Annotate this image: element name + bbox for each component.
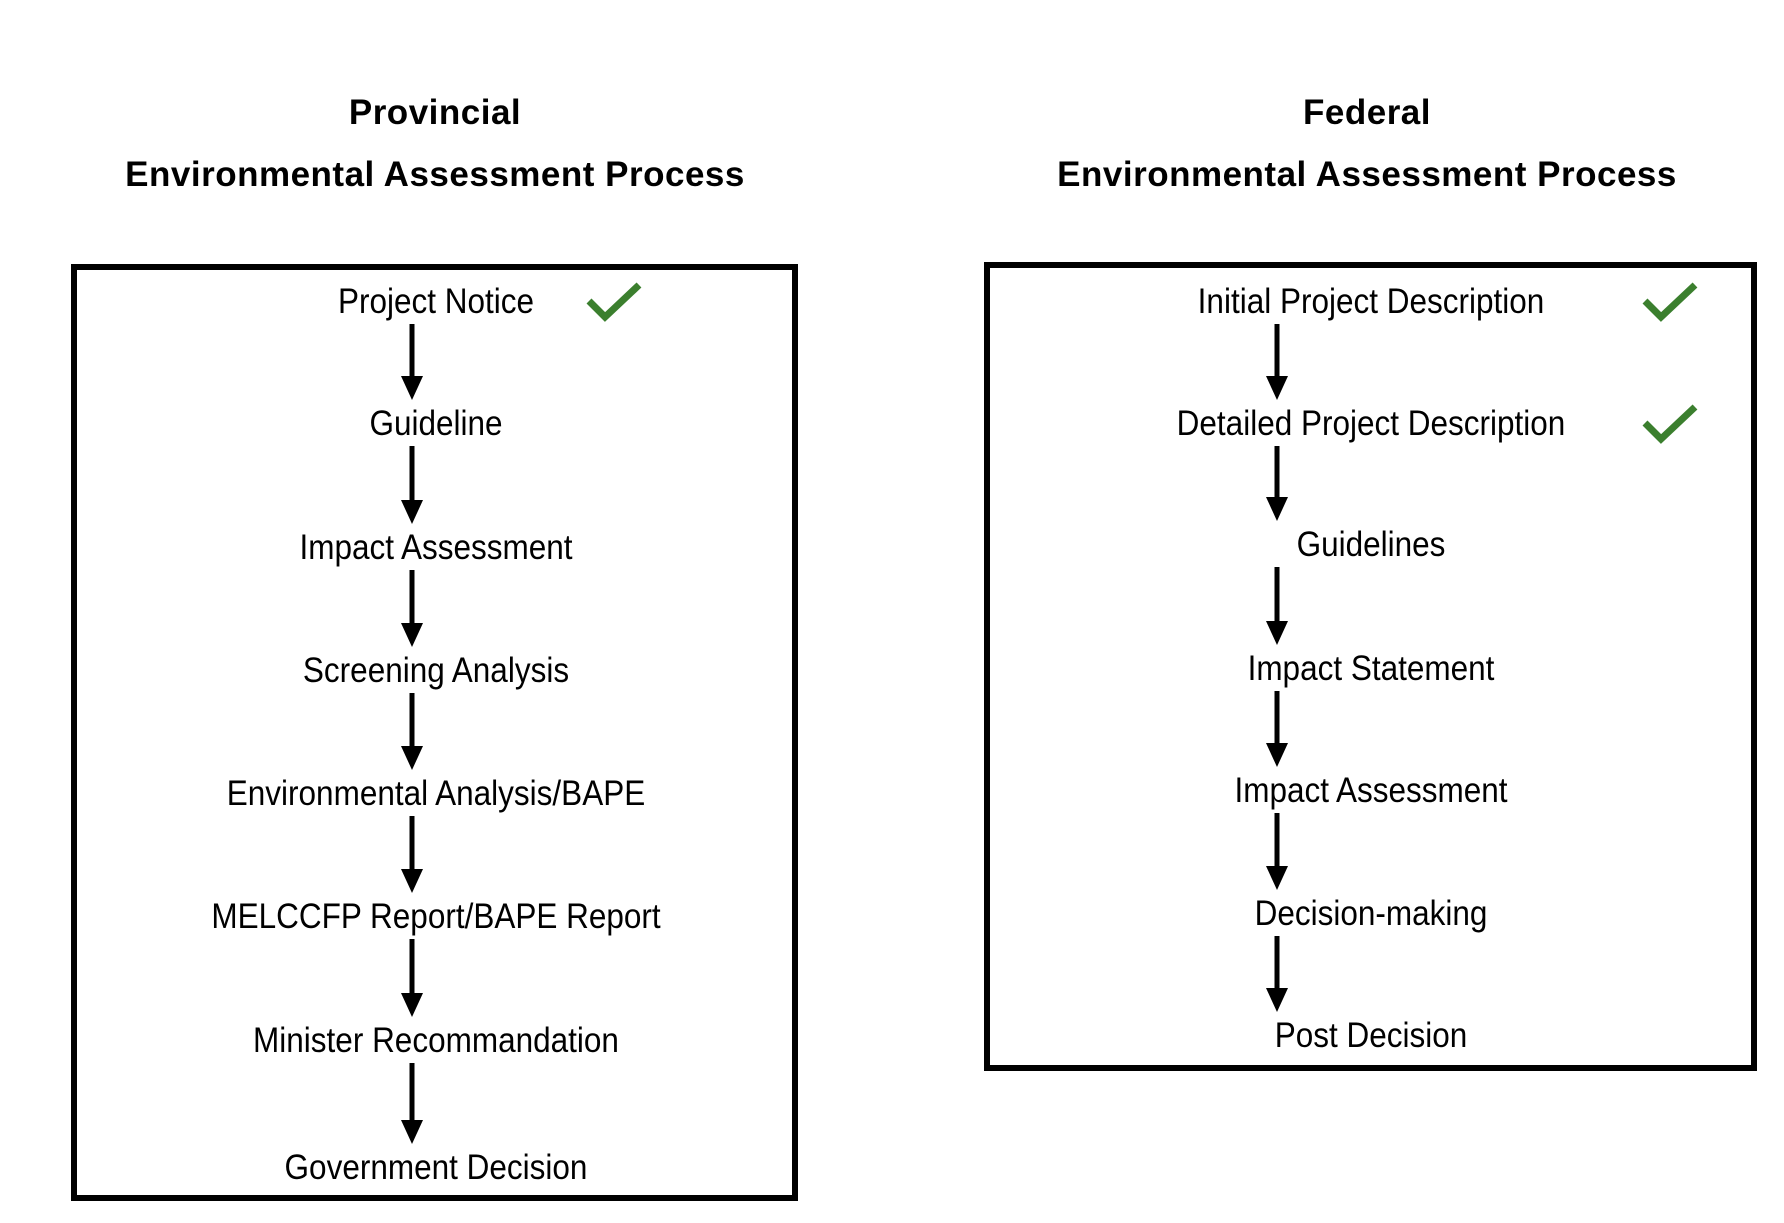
federal-step: Post Decision	[1274, 1016, 1468, 1055]
provincial-step: Guideline	[369, 404, 503, 443]
provincial-step: Project Notice	[337, 282, 535, 321]
provincial-step: Minister Recommandation	[253, 1021, 619, 1060]
provincial-step: Environmental Analysis/BAPE	[226, 774, 646, 813]
federal-title-line2: Environmental Assessment Process	[1057, 155, 1677, 194]
down-arrow-icon	[1265, 324, 1289, 400]
provincial-step: Screening Analysis	[302, 651, 570, 690]
federal-step: Detailed Project Description	[1176, 404, 1566, 443]
down-arrow-icon	[1265, 446, 1289, 521]
provincial-step: MELCCFP Report/BAPE Report	[211, 897, 661, 936]
provincial-step: Government Decision	[284, 1148, 588, 1187]
federal-step: Impact Assessment	[1234, 771, 1508, 810]
down-arrow-icon	[1265, 567, 1289, 645]
down-arrow-icon	[400, 1063, 424, 1144]
federal-title	[967, 82, 1767, 206]
down-arrow-icon	[400, 324, 424, 400]
checkmark-icon	[1641, 281, 1699, 323]
provincial-title	[35, 82, 835, 206]
checkmark-icon	[1641, 403, 1699, 445]
down-arrow-icon	[1265, 691, 1289, 767]
down-arrow-icon	[400, 693, 424, 770]
federal-title-line1: Federal	[1303, 93, 1431, 132]
provincial-title-line2: Environmental Assessment Process	[125, 155, 745, 194]
federal-step: Impact Statement	[1247, 649, 1495, 688]
down-arrow-icon	[1265, 936, 1289, 1012]
federal-step: Guidelines	[1296, 525, 1446, 564]
federal-step: Decision-making	[1254, 894, 1488, 933]
down-arrow-icon	[400, 446, 424, 524]
down-arrow-icon	[400, 939, 424, 1017]
down-arrow-icon	[400, 816, 424, 893]
provincial-step: Impact Assessment	[299, 528, 573, 567]
down-arrow-icon	[1265, 813, 1289, 890]
down-arrow-icon	[400, 570, 424, 647]
checkmark-icon	[585, 281, 643, 323]
federal-step: Initial Project Description	[1197, 282, 1545, 321]
provincial-title-line1: Provincial	[348, 93, 522, 132]
